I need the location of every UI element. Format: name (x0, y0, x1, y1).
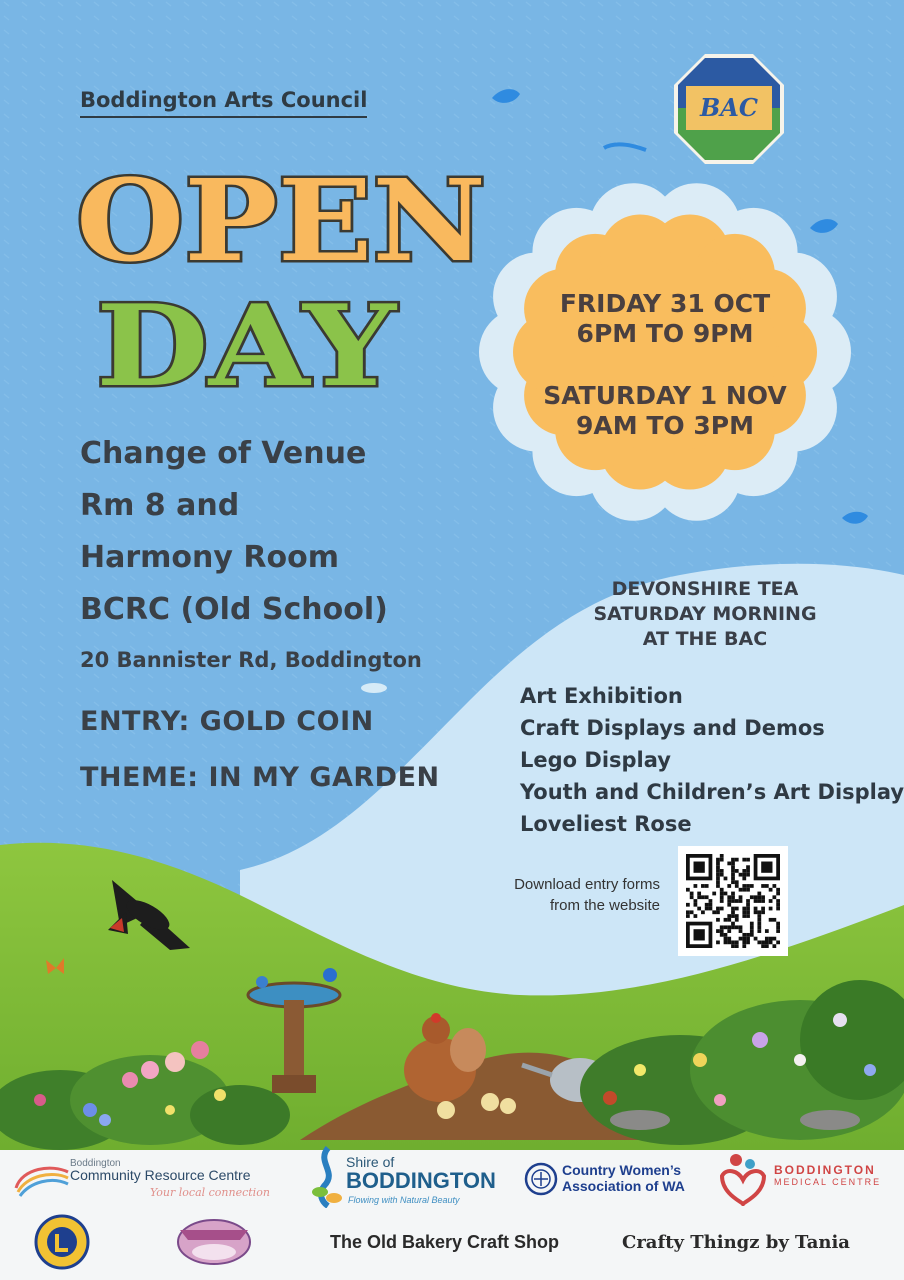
tea-line-1: DEVONSHIRE TEA (611, 578, 799, 600)
venue-address: 20 Bannister Rd, Boddington (80, 648, 422, 672)
crc-tagline: Your local connection (150, 1186, 270, 1199)
download-note (470, 874, 660, 916)
activity-item: Lego Display (520, 748, 671, 772)
crc-logo-icon (12, 1158, 72, 1198)
tea-line-2: SATURDAY MORNING (593, 603, 817, 625)
time-day-1: 6PM TO 9PM (576, 319, 754, 348)
cwa-line-2: Association of WA (562, 1178, 685, 1194)
qr-code[interactable] (678, 846, 788, 956)
entry-fee: ENTRY: GOLD COIN (80, 706, 374, 737)
medical-centre-sub: MEDICAL CENTRE (774, 1177, 882, 1187)
boddington-club-logo-icon (160, 1212, 268, 1270)
theme: THEME: IN MY GARDEN (80, 762, 440, 793)
bac-logo (672, 52, 786, 166)
venue-line-1: Change of Venue (80, 436, 367, 471)
download-line-2: from the website (549, 897, 660, 914)
qr-code-image (678, 846, 788, 956)
event-title (70, 150, 500, 410)
activity-item: Youth and Children’s Art Display (520, 780, 904, 804)
title-open: OPEN (76, 156, 486, 287)
date-day-1: FRIDAY 31 OCT (559, 289, 771, 318)
shire-top: Shire of (346, 1154, 395, 1170)
venue-line-2: Rm 8 and (80, 488, 240, 523)
date-day-2: SATURDAY 1 NOV (543, 381, 787, 410)
crc-top: Boddington (70, 1158, 121, 1169)
bac-logo-text: BAC (699, 93, 759, 122)
activity-item: Craft Displays and Demos (520, 716, 825, 740)
cwa-name (562, 1162, 685, 1194)
organisation-name: Boddington Arts Council (80, 88, 367, 118)
activity-item: Loveliest Rose (520, 812, 692, 836)
download-line-1: Download entry forms (514, 876, 660, 893)
shire-tagline: Flowing with Natural Beauty (348, 1195, 460, 1205)
cwa-line-1: Country Women’s (562, 1162, 682, 1178)
activity-item: Art Exhibition (520, 684, 683, 708)
medical-centre-name: BODDINGTON (774, 1163, 876, 1177)
lions-club-logo-icon (34, 1214, 90, 1270)
crc-name: Community Resource Centre (70, 1167, 251, 1183)
shire-name: BODDINGTON (346, 1168, 496, 1193)
medical-centre-logo-icon (716, 1150, 770, 1206)
time-day-2: 9AM TO 3PM (576, 411, 754, 440)
old-bakery-sponsor: The Old Bakery Craft Shop (330, 1232, 560, 1252)
activities-list (520, 680, 904, 840)
venue-line-3: Harmony Room (80, 540, 339, 575)
venue-line-4: BCRC (Old School) (80, 592, 388, 627)
title-day: DAY (96, 281, 398, 410)
shire-logo-icon (310, 1146, 344, 1208)
crafty-thingz-sponsor: Crafty Thingz by Tania (622, 1232, 850, 1253)
cwa-logo-icon (524, 1162, 558, 1196)
tea-line-3: AT THE BAC (642, 628, 768, 650)
